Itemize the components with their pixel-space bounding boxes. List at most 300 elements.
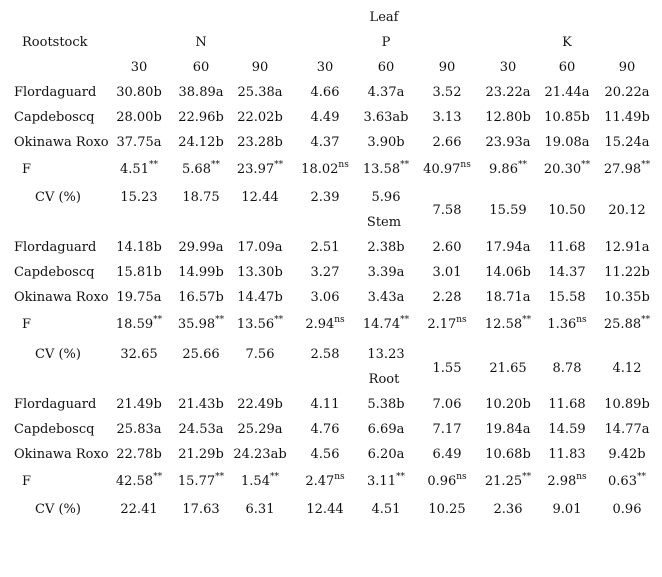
table-cell <box>603 314 651 333</box>
cell-value: 18.71a <box>485 290 531 305</box>
days-header-cell: 90 <box>618 60 636 75</box>
significance-mark: ns <box>338 159 349 170</box>
cell-value: 2.51 <box>310 240 340 255</box>
table-cell <box>362 159 410 178</box>
table-cell <box>182 159 220 178</box>
table-cell <box>115 471 163 490</box>
cell-value: 10.85b <box>544 110 590 125</box>
table-cell <box>548 203 585 219</box>
cell-value: 4.49 <box>310 110 340 125</box>
significance-mark: ns <box>334 471 345 482</box>
table-cell <box>237 135 283 151</box>
row-label-rootstock: Flordaguard <box>14 397 97 412</box>
cell-value: 11.68 <box>548 397 586 412</box>
table-cell <box>179 240 224 256</box>
cell-value: 10.50 <box>548 203 586 218</box>
cell-value: 10.35b <box>604 290 650 305</box>
row-label-f: F <box>22 162 32 177</box>
cell-value: 15.58 <box>548 290 586 305</box>
table-cell <box>486 240 531 256</box>
table-cell <box>179 85 224 101</box>
table-cell <box>241 471 279 490</box>
table-cell <box>238 240 283 256</box>
table-cell <box>178 110 224 126</box>
row-label-rootstock: Capdeboscq <box>14 110 95 125</box>
cell-value: 4.11 <box>310 397 340 412</box>
table-cell <box>311 290 340 306</box>
table-cell <box>548 447 585 463</box>
table-cell <box>433 361 462 377</box>
cell-value: 6.20a <box>367 447 405 462</box>
cell-value: 4.37 <box>310 135 340 150</box>
table-cell <box>603 159 651 178</box>
table-cell <box>182 190 219 206</box>
cell-value: 2.28 <box>432 290 462 305</box>
cell-value: 21.29b <box>178 447 224 462</box>
cell-value: 2.36 <box>493 502 523 517</box>
table-cell <box>311 110 340 126</box>
cell-value: 4.37a <box>367 85 405 100</box>
section-title: Stem <box>366 215 402 230</box>
cell-value: 23.97 <box>236 162 275 177</box>
table-cell <box>613 361 642 377</box>
significance-mark: ** <box>153 314 163 325</box>
table-cell <box>178 135 224 151</box>
table-cell <box>178 290 224 306</box>
table-cell <box>553 361 582 377</box>
cell-value: 11.22b <box>604 265 650 280</box>
cell-value: 4.66 <box>310 85 340 100</box>
table-cell <box>182 347 219 363</box>
cell-value: 17.09a <box>237 240 283 255</box>
days-header-cell: 90 <box>251 60 269 75</box>
cell-value: 13.23 <box>367 347 405 362</box>
cell-value: 27.98 <box>603 162 642 177</box>
table-cell <box>233 447 286 463</box>
significance-mark: ** <box>522 314 532 325</box>
cell-value: 7.58 <box>432 203 462 218</box>
significance-mark: ** <box>581 159 591 170</box>
cell-value: 28.00b <box>116 110 162 125</box>
table-cell <box>545 85 590 101</box>
cell-value: 22.96b <box>178 110 224 125</box>
table-cell <box>237 397 283 413</box>
table-cell <box>547 471 587 490</box>
cell-value: 14.18b <box>116 240 162 255</box>
significance-mark: ** <box>215 314 225 325</box>
cell-value: 3.43a <box>367 290 405 305</box>
table-cell <box>433 110 462 126</box>
table-cell <box>605 422 650 438</box>
table-cell <box>489 159 527 178</box>
table-cell <box>178 397 224 413</box>
significance-mark: ns <box>576 314 587 325</box>
cell-value: 19.84a <box>485 422 531 437</box>
cell-value: 10.20b <box>485 397 531 412</box>
table-cell <box>306 502 343 518</box>
table-cell <box>433 422 462 438</box>
rootstock-header: Rootstock <box>22 35 88 50</box>
cell-value: 19.08a <box>544 135 590 150</box>
table-cell <box>305 471 345 490</box>
cell-value: 3.11 <box>367 474 396 489</box>
table-cell <box>368 85 405 101</box>
table-cell <box>179 422 224 438</box>
table-cell <box>116 447 162 463</box>
cell-value: 12.44 <box>241 190 279 205</box>
cell-value: 22.41 <box>120 502 158 517</box>
table-cell <box>368 447 405 463</box>
row-label-cv: CV (%) <box>35 347 81 362</box>
table-cell <box>548 265 585 281</box>
table-cell <box>433 135 462 151</box>
cell-value: 23.28b <box>237 135 283 150</box>
row-label-rootstock: Okinawa Roxo <box>14 135 109 150</box>
row-label-rootstock: Flordaguard <box>14 240 97 255</box>
table-cell <box>489 361 526 377</box>
table-cell <box>367 240 404 256</box>
table-cell <box>486 85 531 101</box>
table-cell <box>117 290 162 306</box>
table-cell <box>116 397 162 413</box>
cell-value: 6.49 <box>432 447 462 462</box>
cell-value: 3.39a <box>367 265 405 280</box>
cell-value: 18.75 <box>182 190 220 205</box>
cell-value: 23.22a <box>485 85 531 100</box>
cell-value: 18.02 <box>301 162 339 177</box>
cell-value: 9.01 <box>552 502 582 517</box>
cell-value: 0.96 <box>427 474 457 489</box>
days-header-cell: 30 <box>316 60 334 75</box>
row-label-rootstock: Capdeboscq <box>14 265 95 280</box>
cell-value: 15.24a <box>604 135 650 150</box>
cell-value: 10.89b <box>604 397 650 412</box>
cell-value: 14.77a <box>604 422 650 437</box>
table-cell <box>423 159 471 178</box>
table-cell <box>117 135 162 151</box>
table-cell <box>433 203 462 219</box>
table-cell <box>484 471 532 490</box>
table-cell <box>484 314 532 333</box>
cell-value: 29.99a <box>178 240 224 255</box>
table-cell <box>372 190 401 206</box>
cell-value: 3.06 <box>310 290 340 305</box>
cell-value: 16.57b <box>178 290 224 305</box>
table-cell <box>115 314 163 333</box>
nutrient-header-p: P <box>381 35 391 50</box>
table-cell <box>608 203 645 219</box>
significance-mark: ** <box>274 314 284 325</box>
cell-value: 7.17 <box>432 422 462 437</box>
cell-value: 4.56 <box>310 447 340 462</box>
table-cell <box>489 203 526 219</box>
table-cell <box>238 85 283 101</box>
section-title: Root <box>368 372 400 387</box>
cell-value: 24.53a <box>178 422 224 437</box>
cell-value: 20.22a <box>604 85 650 100</box>
table-cell <box>433 447 462 463</box>
table-cell <box>311 347 340 363</box>
organ-header-leaf: Leaf <box>369 10 399 25</box>
table-cell <box>604 265 650 281</box>
table-cell <box>548 240 585 256</box>
significance-mark: ** <box>210 159 220 170</box>
table-cell <box>368 290 405 306</box>
table-cell <box>311 135 340 151</box>
table-cell <box>182 502 219 518</box>
cell-value: 15.77 <box>177 474 216 489</box>
days-header-cell: 30 <box>499 60 517 75</box>
cell-value: 2.60 <box>432 240 462 255</box>
cell-value: 21.25 <box>484 474 523 489</box>
table-cell <box>120 347 157 363</box>
table-cell <box>177 314 225 333</box>
significance-mark: ** <box>148 159 158 170</box>
cell-value: 22.78b <box>116 447 162 462</box>
cell-value: 7.56 <box>245 347 275 362</box>
cell-value: 38.89a <box>178 85 224 100</box>
days-header-cell: 60 <box>558 60 576 75</box>
table-cell <box>178 447 224 463</box>
table-cell <box>311 447 340 463</box>
cell-value: 2.17 <box>427 317 457 332</box>
table-cell <box>116 110 162 126</box>
cell-value: 6.69a <box>367 422 405 437</box>
table-cell <box>238 422 283 438</box>
cell-value: 18.59 <box>115 317 154 332</box>
cell-value: 1.54 <box>241 474 270 489</box>
table-cell <box>548 422 585 438</box>
row-label-cv: CV (%) <box>35 190 81 205</box>
table-cell <box>485 397 531 413</box>
days-header-cell: 90 <box>438 60 456 75</box>
table-cell <box>116 240 162 256</box>
row-label-rootstock: Okinawa Roxo <box>14 290 109 305</box>
table-cell <box>116 265 162 281</box>
significance-mark: ** <box>641 314 651 325</box>
table-cell <box>548 290 585 306</box>
table-cell <box>311 422 340 438</box>
cell-value: 20.30 <box>543 162 582 177</box>
table-cell <box>608 447 645 463</box>
cell-value: 21.65 <box>489 361 527 376</box>
cell-value: 14.47b <box>237 290 283 305</box>
table-cell <box>485 265 531 281</box>
cell-value: 24.23ab <box>233 447 287 462</box>
cell-value: 15.59 <box>489 203 527 218</box>
cell-value: 24.12b <box>178 135 224 150</box>
cell-value: 21.43b <box>178 397 224 412</box>
days-header-cell: 60 <box>377 60 395 75</box>
table-cell <box>368 265 405 281</box>
cell-value: 3.01 <box>432 265 462 280</box>
cell-value: 2.58 <box>310 347 340 362</box>
cell-value: 19.75a <box>116 290 162 305</box>
cell-value: 3.63ab <box>363 110 409 125</box>
cell-value: 23.93a <box>485 135 531 150</box>
cell-value: 25.88 <box>603 317 642 332</box>
cell-value: 15.81b <box>116 265 162 280</box>
significance-mark: ns <box>456 314 467 325</box>
table-cell <box>305 314 345 333</box>
cell-value: 40.97 <box>423 162 461 177</box>
table-cell <box>236 314 284 333</box>
table-cell <box>433 85 462 101</box>
table-cell <box>605 85 650 101</box>
table-cell <box>362 314 410 333</box>
cell-value: 14.06b <box>485 265 531 280</box>
table-cell <box>605 240 650 256</box>
significance-mark: ns <box>334 314 345 325</box>
table-cell <box>237 110 283 126</box>
significance-mark: ** <box>522 471 532 482</box>
row-label-rootstock: Okinawa Roxo <box>14 447 109 462</box>
cell-value: 32.65 <box>120 347 158 362</box>
table-cell <box>311 397 340 413</box>
cell-value: 12.58 <box>484 317 523 332</box>
row-label-rootstock: Capdeboscq <box>14 422 95 437</box>
table-cell <box>548 397 585 413</box>
cell-value: 11.49b <box>604 110 650 125</box>
days-header-cell: 30 <box>130 60 148 75</box>
table-cell <box>433 397 462 413</box>
significance-mark: ns <box>460 159 471 170</box>
cell-value: 13.30b <box>237 265 283 280</box>
significance-mark: ** <box>636 471 646 482</box>
cell-value: 3.13 <box>432 110 462 125</box>
table-cell <box>367 347 404 363</box>
cell-value: 21.44a <box>544 85 590 100</box>
cell-value: 25.38a <box>237 85 283 100</box>
table-cell <box>494 502 523 518</box>
cell-value: 2.94 <box>305 317 335 332</box>
significance-mark: ns <box>456 471 467 482</box>
cell-value: 1.55 <box>432 361 462 376</box>
cell-value: 4.76 <box>310 422 340 437</box>
table-cell <box>368 422 405 438</box>
cell-value: 11.68 <box>548 240 586 255</box>
table-cell <box>553 502 582 518</box>
cell-value: 4.51 <box>120 162 149 177</box>
cell-value: 3.27 <box>310 265 340 280</box>
table-cell <box>543 159 591 178</box>
table-cell <box>237 290 283 306</box>
table-cell <box>433 265 462 281</box>
cell-value: 25.66 <box>182 347 220 362</box>
nutrient-header-n: N <box>195 35 207 50</box>
table-cell <box>363 110 408 126</box>
cell-value: 14.59 <box>548 422 586 437</box>
table-cell <box>120 502 157 518</box>
significance-mark: ** <box>641 159 651 170</box>
table-cell <box>427 314 467 333</box>
cell-value: 10.25 <box>428 502 466 517</box>
cell-value: 37.75a <box>116 135 162 150</box>
cell-value: 3.52 <box>432 85 462 100</box>
cell-value: 42.58 <box>115 474 154 489</box>
cell-value: 0.96 <box>612 502 642 517</box>
cell-value: 5.96 <box>371 190 401 205</box>
table-cell <box>486 422 531 438</box>
table-cell <box>613 502 642 518</box>
cell-value: 30.80b <box>116 85 162 100</box>
table-cell <box>311 190 340 206</box>
cell-value: 22.49b <box>237 397 283 412</box>
table-cell <box>367 135 404 151</box>
table-cell <box>608 471 646 490</box>
table-cell <box>367 397 404 413</box>
cell-value: 14.74 <box>362 317 401 332</box>
significance-mark: ** <box>400 159 410 170</box>
table-cell <box>485 447 531 463</box>
cell-value: 1.36 <box>547 317 577 332</box>
cell-value: 13.56 <box>236 317 275 332</box>
table-cell <box>241 190 278 206</box>
table-cell <box>311 265 340 281</box>
table-cell <box>372 502 401 518</box>
table-cell <box>236 159 284 178</box>
cell-value: 13.58 <box>362 162 401 177</box>
significance-mark: ** <box>517 159 527 170</box>
table-cell <box>367 471 405 490</box>
cell-value: 35.98 <box>177 317 216 332</box>
table-cell <box>485 110 531 126</box>
cell-value: 2.38b <box>367 240 405 255</box>
cell-value: 2.47 <box>305 474 335 489</box>
cell-value: 20.12 <box>608 203 646 218</box>
table-cell <box>486 290 531 306</box>
row-label-f: F <box>22 317 32 332</box>
significance-mark: ** <box>395 471 405 482</box>
cell-value: 14.37 <box>548 265 586 280</box>
cell-value: 25.83a <box>116 422 162 437</box>
significance-mark: ** <box>274 159 284 170</box>
significance-mark: ** <box>400 314 410 325</box>
cell-value: 14.99b <box>178 265 224 280</box>
cell-value: 3.90b <box>367 135 405 150</box>
days-header-cell: 60 <box>192 60 210 75</box>
cell-value: 4.51 <box>371 502 401 517</box>
cell-value: 2.66 <box>432 135 462 150</box>
table-cell <box>246 347 275 363</box>
table-cell <box>544 110 590 126</box>
cell-value: 8.78 <box>552 361 582 376</box>
table-cell <box>237 265 283 281</box>
significance-mark: ** <box>269 471 279 482</box>
significance-mark: ns <box>576 471 587 482</box>
cell-value: 12.44 <box>306 502 344 517</box>
cell-value: 9.42b <box>608 447 646 462</box>
table-cell <box>301 159 349 178</box>
row-label-cv: CV (%) <box>35 502 81 517</box>
cell-value: 15.23 <box>120 190 158 205</box>
table-cell <box>605 135 650 151</box>
cell-value: 4.12 <box>612 361 642 376</box>
table-cell <box>177 471 225 490</box>
cell-value: 22.02b <box>237 110 283 125</box>
table-cell <box>428 502 465 518</box>
table-cell <box>604 290 650 306</box>
cell-value: 2.39 <box>310 190 340 205</box>
table-cell <box>604 110 650 126</box>
table-cell <box>545 135 590 151</box>
significance-mark: ** <box>215 471 225 482</box>
table-cell <box>120 159 158 178</box>
table-cell <box>311 85 340 101</box>
table-cell <box>547 314 587 333</box>
cell-value: 25.29a <box>237 422 283 437</box>
table-cell <box>604 397 650 413</box>
